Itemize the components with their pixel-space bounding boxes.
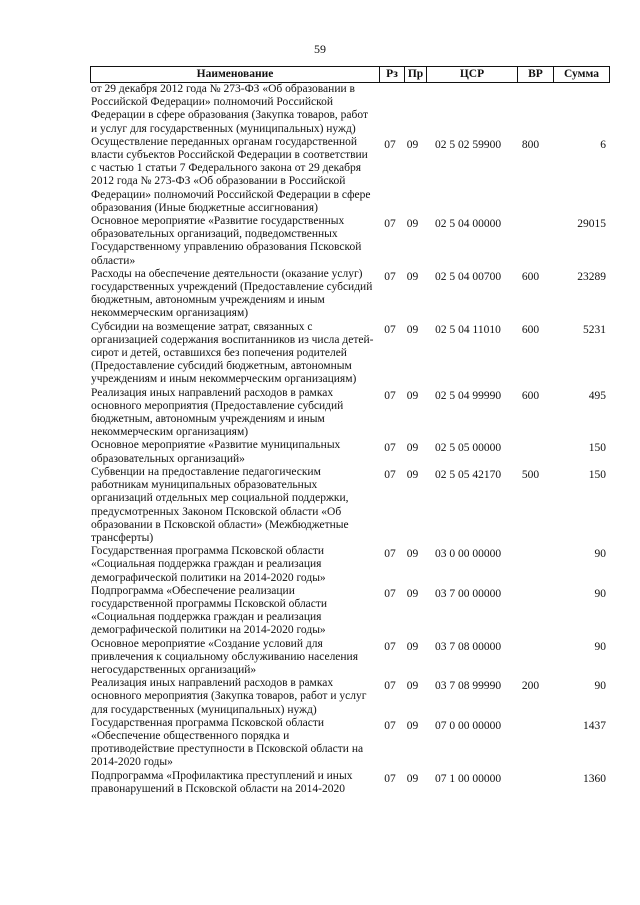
row-sum: 150 [588, 468, 606, 481]
row-csr: 02 5 04 99990 [434, 389, 502, 402]
row-csr [423, 83, 513, 136]
row-vr [513, 545, 548, 585]
row-pr: 09 [406, 138, 419, 151]
table-row [90, 215, 610, 268]
row-pr: 09 [406, 680, 419, 693]
row-pr: 09 [406, 640, 419, 653]
row-sum: 5231 [583, 323, 606, 336]
row-vr: 200 [521, 680, 540, 693]
row-csr: 02 5 04 11010 [435, 323, 501, 336]
row-pr: 09 [406, 442, 419, 455]
row-rz: 07 [384, 323, 396, 336]
row-vr: 600 [521, 270, 540, 283]
row-vr: 800 [521, 138, 540, 151]
header-rz: Рз [379, 67, 404, 82]
header-name: Наименование [196, 68, 274, 80]
row-rz: 07 [384, 587, 396, 600]
row-vr [513, 215, 548, 268]
row-csr: 03 0 00 00000 [434, 548, 502, 561]
header-pr: Пр [404, 67, 426, 82]
table-row [90, 545, 610, 585]
row-vr: 600 [521, 389, 540, 402]
row-pr [402, 83, 423, 136]
row-rz: 07 [384, 442, 396, 455]
row-rz: 07 [384, 270, 396, 283]
row-sum: 1360 [583, 772, 606, 785]
row-csr: 07 1 00 00000 [434, 772, 502, 785]
row-rz: 07 [384, 719, 396, 732]
table-row [90, 83, 610, 136]
page-number: 59 [314, 42, 326, 56]
row-sum: 90 [594, 548, 606, 561]
row-vr [513, 585, 548, 638]
table-row [90, 439, 610, 465]
row-csr: 02 5 04 00700 [434, 270, 502, 283]
row-rz: 07 [384, 138, 396, 151]
row-csr: 02 5 05 42170 [434, 468, 502, 481]
row-rz: 07 [384, 218, 396, 231]
table-body [90, 83, 610, 796]
row-name: Субвенции на предоставление педагогическим работникам муниципальных образовательных организаций отдельных мер социальной поддержки, предусмотренных Законом Псковской области «Об образовании в Псковской области» (Межбюджетные трансферты) [91, 465, 349, 544]
row-csr: 02 5 05 00000 [434, 442, 502, 455]
row-sum: 23289 [577, 270, 606, 283]
row-sum: 495 [588, 389, 606, 402]
row-rz [378, 83, 402, 136]
row-rz: 07 [384, 772, 396, 785]
row-name: Расходы на обеспечение деятельности (оказание услуг) государственных учреждений (Предоставление субсидий бюджетным, автономным учреждениям и иным некоммерческим организациям) [91, 267, 373, 320]
row-rz: 07 [384, 548, 396, 561]
row-pr: 09 [406, 218, 419, 231]
table-row [90, 717, 610, 770]
row-name: Основное мероприятие «Создание условий для привлечения к социальному обслуживанию населения негосударственных организаций» [91, 637, 359, 676]
row-name: Реализация иных направлений расходов в рамках основного мероприятия (Закупка товаров, работ и услуг для государственных (муниципальных) нужд) [91, 677, 367, 716]
row-pr: 09 [406, 548, 419, 561]
row-rz: 07 [384, 640, 396, 653]
table-row [90, 268, 610, 321]
row-name: Осуществление переданных органам государственной власти субъектов Российской Федерации в соответствии с частью 1 статьи 7 Федерального закона от 29 декабря 2012 года № 273-ФЗ «Об образовании в Российской Федерации» полномочий Российской Федерации в сфере образования (Иные бюджетные ассигнования) [91, 135, 371, 214]
row-rz: 07 [384, 468, 396, 481]
row-pr: 09 [406, 719, 419, 732]
row-name: Государственная программа Псковской области «Социальная поддержка граждан и реализация демографической политики на 2014-2020 годы» [91, 545, 326, 584]
table-row [90, 585, 610, 638]
row-pr: 09 [406, 323, 419, 336]
row-pr: 09 [406, 772, 419, 785]
header-csr: ЦСР [426, 67, 517, 82]
row-name: Основное мероприятие «Развитие государственных образовательных организаций, подведомственных Государственному управлению образования Псковской области» [91, 215, 362, 267]
row-pr: 09 [406, 587, 419, 600]
table-row [90, 677, 610, 717]
row-csr: 03 7 08 00000 [434, 640, 502, 653]
row-vr: 500 [521, 468, 540, 481]
row-vr [513, 439, 548, 465]
row-sum: 6 [600, 138, 606, 151]
row-csr: 03 7 00 00000 [434, 587, 502, 600]
row-name: Подпрограмма «Профилактика преступлений и иных правонарушений в Псковской области на 2014-2020 [91, 769, 353, 795]
row-pr: 09 [406, 389, 419, 402]
row-sum: 1437 [583, 719, 606, 732]
table-row [90, 321, 610, 387]
row-vr [513, 770, 548, 796]
row-name: Субсидии на возмещение затрат, связанных с организацией содержания воспитанников из числа детей-сирот и детей, оставшихся без попечения родителей (Предоставление субсидий бюджетным, автономным учреждениям и иным некоммерческим организациям) [91, 320, 374, 386]
row-sum: 90 [594, 680, 606, 693]
row-name: Подпрограмма «Обеспечение реализации государственной программы Псковской области «Социальная поддержка граждан и реализация демографической политики на 2014-2020 годы» [91, 584, 328, 637]
row-csr: 02 5 02 59900 [434, 138, 502, 151]
budget-table [90, 66, 610, 796]
row-pr: 09 [406, 270, 419, 283]
row-rz: 07 [384, 389, 396, 402]
row-csr: 02 5 04 00000 [434, 218, 502, 231]
row-rz: 07 [384, 680, 396, 693]
row-name: Реализация иных направлений расходов в рамках основного мероприятия (Предоставление субсидий бюджетным, автономным учреждениям и иным некоммерческим организациям) [91, 386, 344, 439]
table-header [90, 66, 610, 83]
row-pr: 09 [406, 468, 419, 481]
row-sum: 29015 [577, 218, 606, 231]
table-row [90, 136, 610, 215]
header-vr: ВР [517, 67, 553, 82]
row-name: Основное мероприятие «Развитие муниципальных образовательных организаций» [91, 439, 341, 465]
row-vr: 600 [521, 323, 540, 336]
row-vr [513, 717, 548, 770]
row-sum: 90 [594, 640, 606, 653]
table-row [90, 466, 610, 545]
row-csr: 03 7 08 99990 [434, 680, 502, 693]
row-sum: 150 [588, 442, 606, 455]
row-csr: 07 0 00 00000 [434, 719, 502, 732]
header-sum: Сумма [553, 67, 609, 82]
row-name: Государственная программа Псковской области «Обеспечение общественного порядка и противодействие преступности в Псковской области на 2014-2020 годы» [91, 716, 364, 769]
row-sum [548, 83, 610, 136]
row-name: от 29 декабря 2012 года № 273-ФЗ «Об образовании в Российской Федерации» полномочий Российской Федерации в сфере образования (Закупка товаров, работ и услуг для государственных (муниципальных) нужд) [91, 83, 368, 135]
table-row [90, 387, 610, 440]
row-sum: 90 [594, 587, 606, 600]
row-vr [513, 83, 548, 136]
table-row [90, 770, 610, 796]
table-row [90, 638, 610, 678]
row-vr [513, 638, 548, 678]
